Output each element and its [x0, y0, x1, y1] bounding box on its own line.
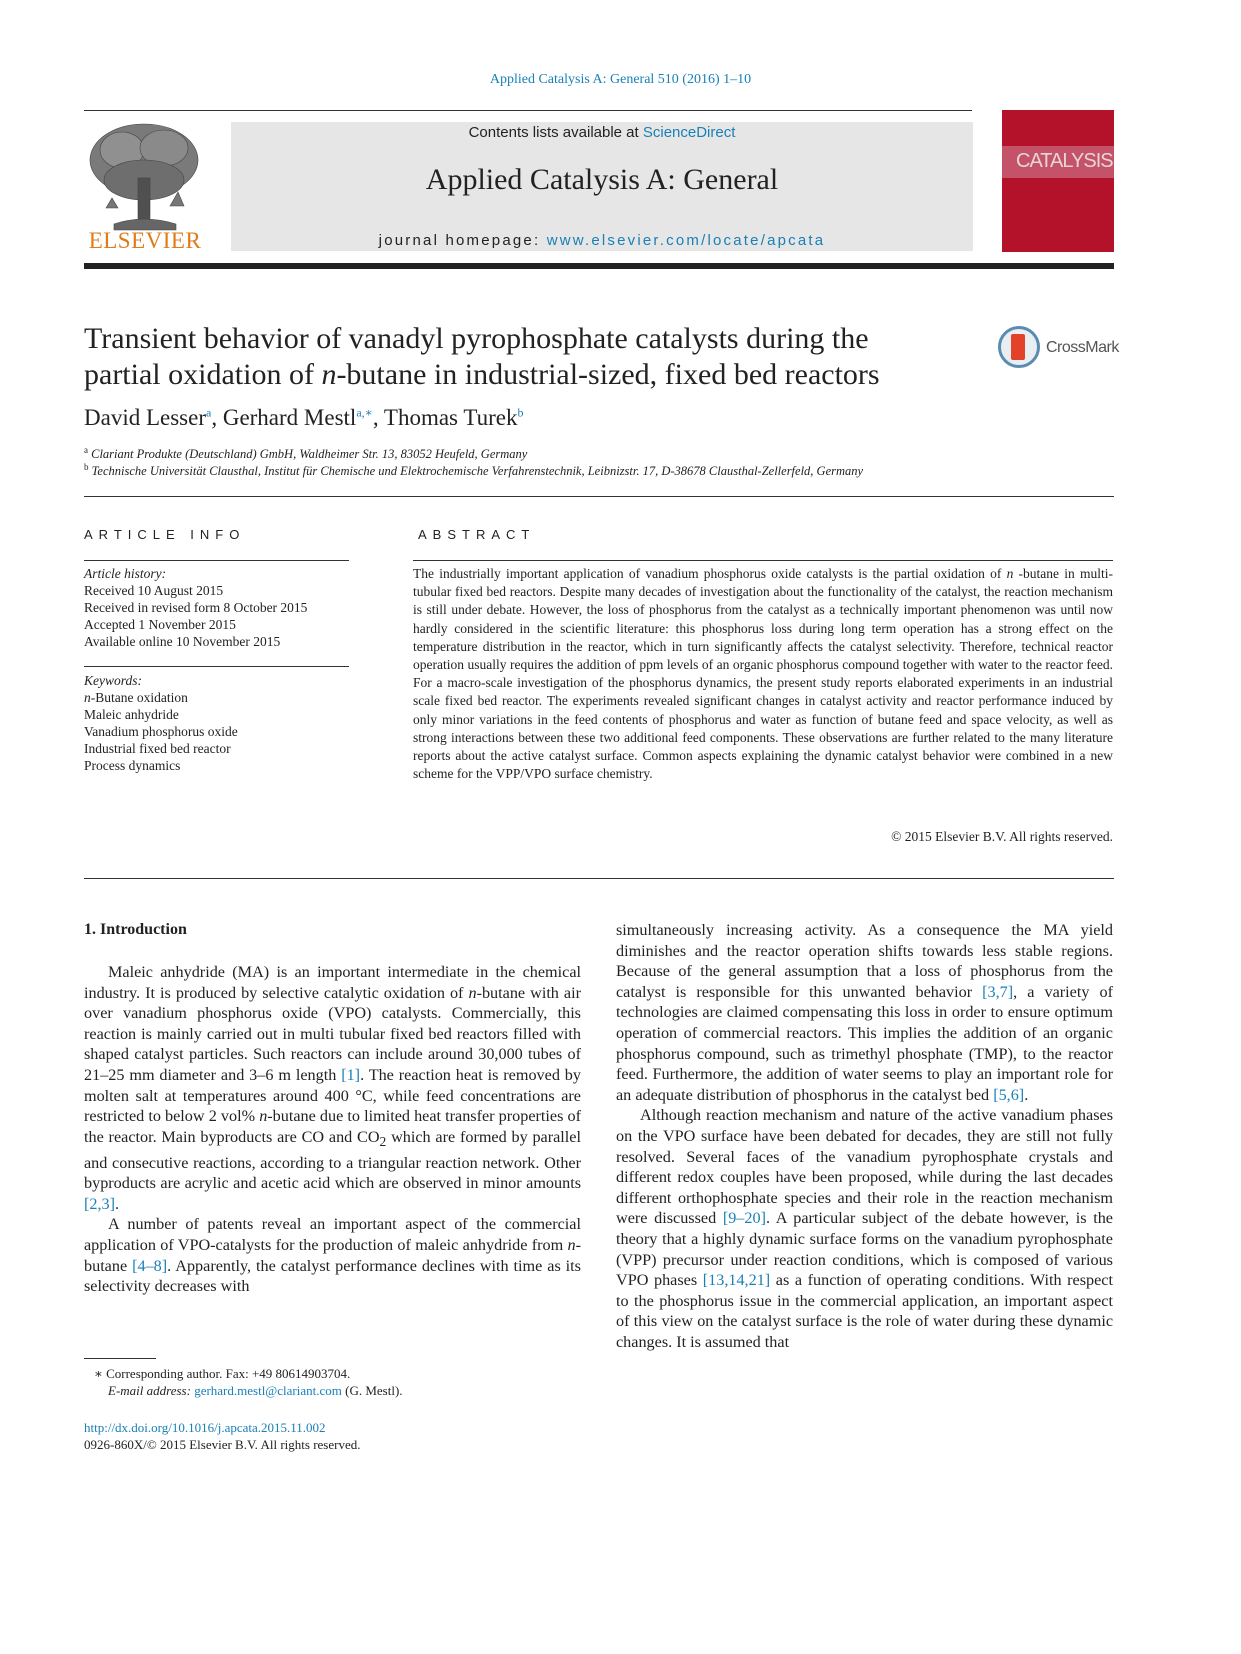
- front-matter-rule: [84, 878, 1114, 879]
- author-name[interactable]: David Lesser: [84, 405, 206, 430]
- keyword-text: -Butane oxidation: [90, 690, 188, 705]
- author-list: David Lesser$^a$, Gerhard Mestl$^{a,∗}$, Thomas Turek$^b$: [84, 405, 524, 430]
- author-affil-mark[interactable]: a,∗: [356, 405, 373, 420]
- email-link[interactable]: gerhard.mestl@clariant.com: [194, 1383, 342, 1398]
- contents-line: [231, 124, 973, 141]
- title-line-1: Transient behavior of vanadyl pyrophosphate catalysts during the: [84, 322, 869, 355]
- citation-link[interactable]: [5,6]: [993, 1085, 1025, 1104]
- citation-link[interactable]: [4–8]: [132, 1256, 168, 1275]
- author-name[interactable]: Thomas Turek: [383, 405, 518, 430]
- text-run: . A particular subject of the debate however, is the theory that a highly dynamic surface forms on the vanadium pyrophosphate (VPP) precursor under reaction conditions, which is composed of various VPO phases: [616, 1209, 1113, 1290]
- footnote-rule: [84, 1358, 156, 1359]
- text-run: , a variety of technologies are claimed compensating this loss in order to ensure optimum operation of commercial reactors. This implies the addition of an organic phosphorus compound, such as trimethyl phosphate (TMP), to the reactor feed. Furthermore, the addition of water seems to play an important role for an adequate distribution of phosphorus in the catalyst bed: [616, 982, 1113, 1104]
- keywords-rule: [84, 666, 349, 667]
- keyword-italic: n: [84, 690, 91, 705]
- text-run: -butane: [84, 1235, 581, 1275]
- citation-link[interactable]: [2,3]: [84, 1194, 116, 1213]
- italic-n: n: [468, 983, 477, 1002]
- title-italic-n: n: [321, 358, 337, 391]
- affiliation-text: Clariant Produkte (Deutschland) GmbH, Waldheimer Str. 13, 83052 Heufeld, Germany: [91, 447, 528, 462]
- italic-n: n: [259, 1107, 268, 1126]
- text-run: A number of patents reveal an important aspect of the commercial application of VPO-catalysts for the production of maleic anhydride from: [84, 1215, 581, 1254]
- doi-link[interactable]: http://dx.doi.org/10.1016/j.apcata.2015.11.002: [84, 1420, 326, 1435]
- paragraph: [616, 1105, 1113, 1352]
- corresponding-author-footnote: [84, 1365, 584, 1399]
- text-run: Maleic anhydride (MA) is an important intermediate in the chemical industry. It is produced by selective catalytic oxidation of: [84, 963, 581, 1002]
- affiliation-mark: a: [84, 445, 88, 455]
- text-run: Although reaction mechanism and nature of the active vanadium phases on the VPO surface have been debated for decades, they are still not fully resolved. Several faces of the vanadium pyrophosphate crystals and different redox couples have been proposed, while during the last decades different orthophosphate species and their role in the reaction mechanism were discussed: [616, 1106, 1113, 1228]
- journal-reference-link[interactable]: Applied Catalysis A: General 510 (2016) 1–10: [489, 72, 752, 87]
- affiliation: [84, 462, 863, 479]
- paragraph: [616, 920, 1113, 1105]
- affiliation: [84, 445, 527, 462]
- journal-homepage-line: [231, 232, 973, 249]
- text-run: .: [1024, 1085, 1029, 1104]
- citation-link[interactable]: [13,14,21]: [702, 1271, 771, 1290]
- elsevier-logo: [84, 118, 204, 256]
- title-part: -butane in industrial-sized, fixed bed reactors: [336, 358, 880, 391]
- article-info-heading: ARTICLE INFO: [84, 527, 246, 542]
- keywords-block: [84, 672, 349, 774]
- footnote-text: Corresponding author. Fax: +49 80614903704.: [102, 1366, 351, 1381]
- section-heading-introduction: 1. Introduction: [84, 921, 187, 938]
- text-run: . Apparently, the catalyst performance declines with time as its selectivity decreases with: [84, 1256, 581, 1296]
- article-history: [84, 565, 349, 650]
- left-column: [84, 962, 581, 1297]
- homepage-link[interactable]: www.elsevier.com/locate/apcata: [546, 232, 826, 249]
- crossmark-label: CrossMark: [1046, 339, 1119, 356]
- history-item: Accepted 1 November 2015: [84, 617, 236, 632]
- footnote-mark: ∗: [94, 1366, 103, 1381]
- elsevier-wordmark: ELSEVIER: [88, 228, 202, 253]
- author-name[interactable]: Gerhard Mestl: [222, 405, 357, 430]
- journal-cover-thumbnail[interactable]: [1002, 110, 1114, 252]
- text-run: . The reaction heat is removed by molten salt at temperatures around 400 °C, while feed concentrations are restricted to below 2 vol%: [84, 1065, 581, 1126]
- article-info-rule: [84, 560, 349, 561]
- text-run: -butane with air over vanadium phosphorus oxide (VPO) catalysts. Commercially, this reaction is mainly carried out in multi tubular fixed bed reactors filled with shaped catalyst particles. Such reactors can include around 30,000 tubes of 21–25 mm diameter and 3–6 m length: [84, 983, 582, 1084]
- abstract-italic-n: n: [1006, 566, 1014, 581]
- history-item: Available online 10 November 2015: [84, 634, 281, 649]
- cover-word: CATALYSIS: [1016, 150, 1113, 172]
- email-line: [84, 1382, 584, 1399]
- subscript: 2: [379, 1133, 387, 1149]
- journal-title: Applied Catalysis A: General: [425, 163, 779, 196]
- title-line-2: [84, 357, 964, 393]
- paragraph: [84, 962, 581, 1214]
- affiliation-text: Technische Universität Clausthal, Institut für Chemische und Elektrochemische Verfahrenstechnik, Leibnizstr. 17, D-38678 Clausthal-Zellerfeld, Germany: [91, 464, 864, 479]
- text-run: as a function of operating conditions. With respect to the phosphorus issue in the commercial application, an important aspect of this view on the catalyst surface is the role of water during these dynamic changes. It is assumed that: [616, 1271, 1113, 1351]
- citation-link[interactable]: [9–20]: [722, 1209, 766, 1228]
- history-item: Received in revised form 8 October 2015: [84, 600, 308, 615]
- text-run: -butane due to limited heat transfer properties of the reactor. Main byproducts are CO and CO: [84, 1107, 582, 1146]
- section-rule: [84, 496, 1114, 497]
- citation-link[interactable]: [1]: [341, 1065, 361, 1084]
- text-run: simultaneously increasing activity. As a consequence the MA yield diminishes and the reactor operation shifts towards less stable regions. Because of the general assumption that a loss of phosphorus from the catalyst is responsible for this unwanted behavior: [616, 921, 1113, 1001]
- italic-n: n: [567, 1235, 576, 1254]
- homepage-prefix: journal homepage:: [378, 232, 547, 249]
- top-rule: [84, 110, 972, 111]
- footnote-line: [84, 1365, 584, 1382]
- keyword-item: Industrial fixed bed reactor: [84, 741, 231, 756]
- contents-prefix: Contents lists available at: [468, 124, 643, 141]
- history-item: Received 10 August 2015: [84, 583, 224, 598]
- keyword-item: [84, 689, 349, 706]
- title-part: partial oxidation of: [84, 358, 322, 391]
- crossmark-badge[interactable]: [998, 326, 1119, 372]
- text-run: which are formed by parallel and consecutive reactions, according to a triangular reaction network. Other byproducts are acrylic and acetic acid which are observed in minor amounts: [84, 1127, 581, 1193]
- article-title: [84, 321, 964, 393]
- email-suffix: (G. Mestl).: [341, 1383, 403, 1398]
- keyword-item: Process dynamics: [84, 758, 181, 773]
- abstract-text: [413, 565, 1113, 783]
- keywords-label: Keywords:: [84, 673, 142, 688]
- citation-link[interactable]: [3,7]: [982, 982, 1014, 1001]
- affiliation-mark: b: [84, 462, 89, 472]
- paragraph: [84, 1214, 581, 1296]
- sciencedirect-link[interactable]: ScienceDirect: [642, 124, 736, 141]
- right-column: [616, 920, 1113, 1352]
- author-affil-mark[interactable]: b: [517, 405, 524, 420]
- crossmark-bookmark-icon: [1011, 334, 1025, 360]
- author-affil-mark[interactable]: a: [206, 405, 212, 420]
- history-label: Article history:: [84, 566, 167, 581]
- issn-line: 0926-860X/© 2015 Elsevier B.V. All rights reserved.: [84, 1437, 361, 1452]
- abstract-part: -butane in multi-tubular fixed bed reactors. Despite many decades of investigation about the functionality of the catalyst, the reaction mechanism is still under debate. However, the loss of phosphorus from the catalyst as a technically important phenomenon was until now hardly considered in the scientific literature: this phosphorus loss during long term operation has a strong effect on the temperature distribution in the reactor, which in turn significantly affects the catalyst selectivity. Therefore, technical reactor operation usually requires the addition of ppm levels of an organic phosphorus compound together with water to the reactor feed. For a macro-scale investigation of the phosphorus dynamics, the present study reports elaborated experiments in an industrial scale fixed bed reactor. The experiments revealed significant changes in catalyst activity and reactor performance induced by only minor variations in the feed contents of phosphorus and water as function of butane feed and space velocity, as well as strong interactions between these two additional feed components. These observations are further related to the many literature reports about the active catalyst surface. Common aspects explaining the dynamic catalyst behavior were combined in a new scheme for the VPP/VPO surface chemistry.: [413, 566, 1113, 782]
- email-label: E-mail address:: [108, 1383, 195, 1398]
- text-run: .: [115, 1194, 120, 1213]
- doi-block: [84, 1419, 584, 1453]
- keyword-item: Vanadium phosphorus oxide: [84, 724, 238, 739]
- abstract-heading: ABSTRACT: [418, 527, 536, 542]
- header-thick-rule: [84, 263, 1114, 269]
- abstract-copyright: © 2015 Elsevier B.V. All rights reserved.: [891, 829, 1113, 844]
- abstract-rule: [413, 560, 1113, 561]
- abstract-part: The industrially important application of vanadium phosphorus oxide catalysts is the partial oxidation of: [413, 566, 1007, 581]
- keyword-item: Maleic anhydride: [84, 707, 179, 722]
